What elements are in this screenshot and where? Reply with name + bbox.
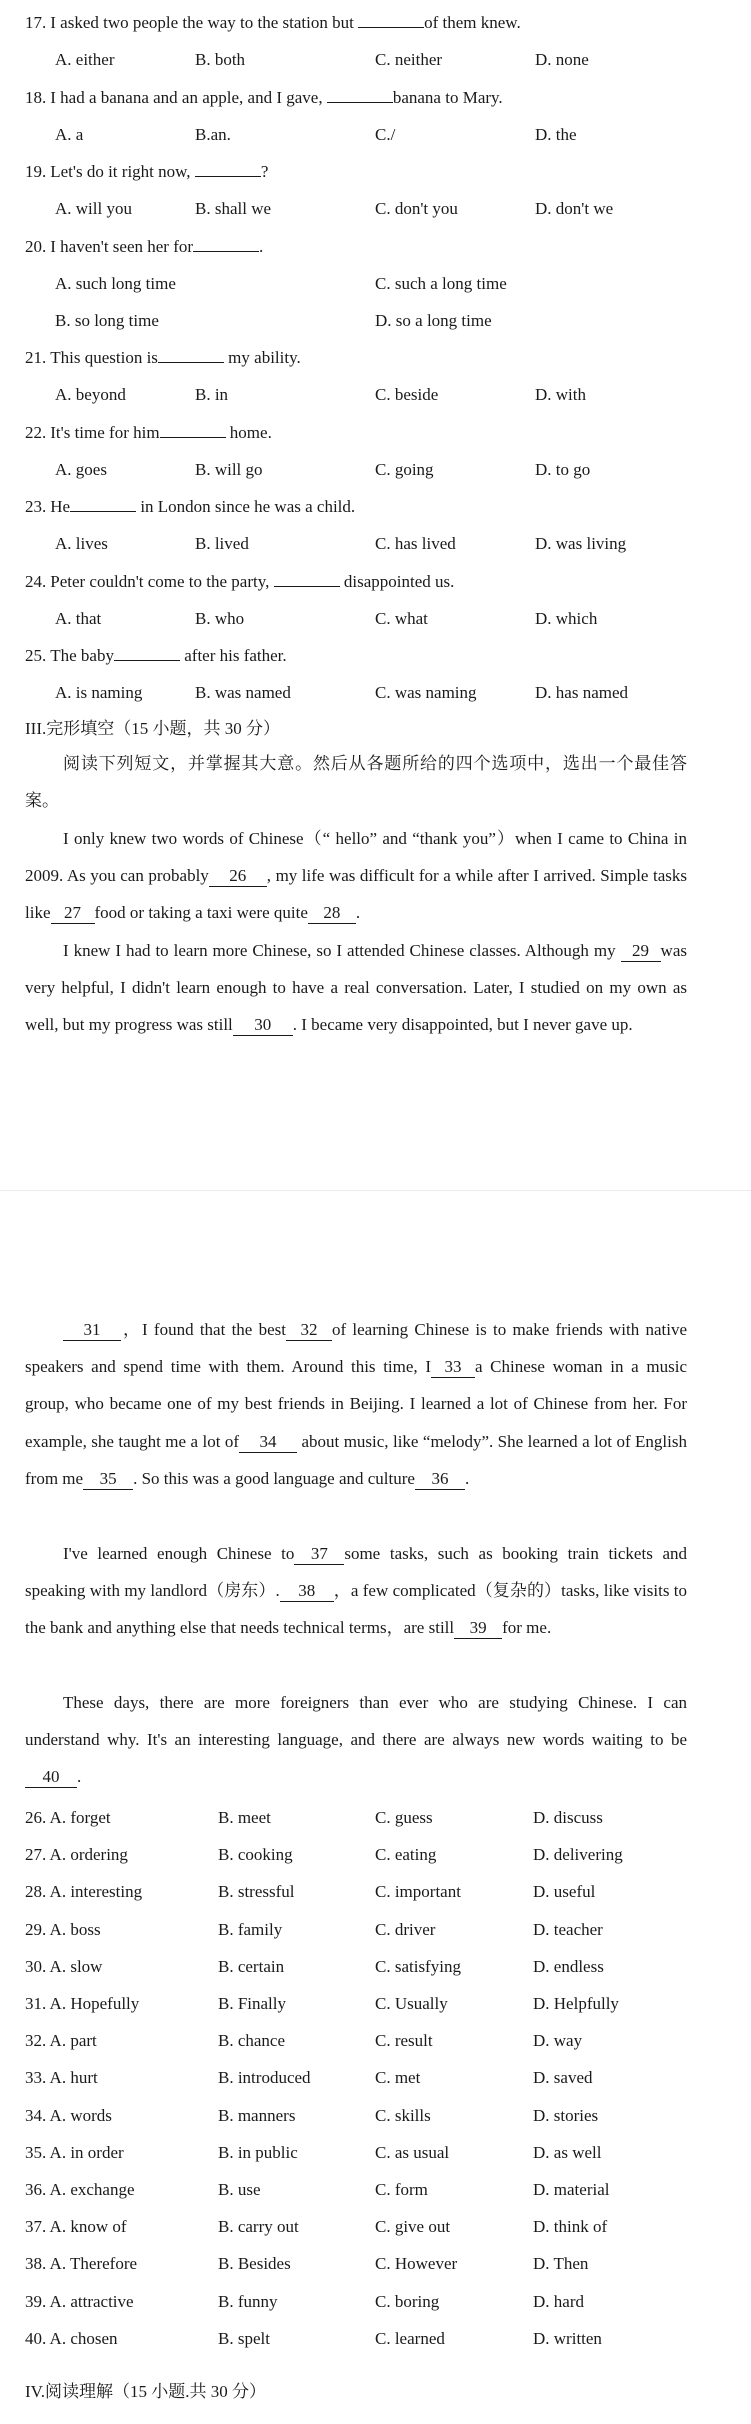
cloze-option[interactable]: 39. A. attractive — [25, 2291, 134, 2311]
blank-35[interactable]: 35 — [83, 1469, 133, 1490]
cloze-option[interactable]: 33. A. hurt — [25, 2068, 98, 2088]
question-text: He — [50, 497, 71, 516]
options-row — [0, 273, 751, 295]
answer-blank[interactable] — [160, 437, 226, 438]
cloze-paragraph-4: I've learned enough Chinese to 37 some tasks, such as booking train tickets and speaking with my landlord（房东）. 38 ，a few complicated（复杂的）tasks, like visits to the bank and anything else that needs technical terms，are still 39 for me. — [25, 1544, 688, 1638]
cloze-option[interactable]: C. learned — [375, 2328, 445, 2348]
cloze-option[interactable]: B. family — [218, 1919, 283, 1939]
cloze-option-row — [0, 1881, 751, 1903]
question-text: my ability. — [223, 348, 301, 367]
cloze-option[interactable]: B. meet — [218, 1808, 271, 1827]
answer-blank[interactable] — [358, 27, 424, 28]
answer-option[interactable]: D. to go — [535, 459, 591, 479]
exam-page-1 — [0, 0, 751, 1190]
options-row — [0, 384, 751, 406]
options-row — [0, 533, 751, 555]
cloze-option[interactable]: 28. A. interesting — [25, 1882, 143, 1902]
cloze-instruction: 阅读下列短文，并掌握其大意。然后从各题所给的四个选项中，选出一个最佳答案。 — [25, 754, 687, 811]
cloze-option[interactable]: C. guess — [375, 1808, 433, 1827]
cloze-option[interactable]: B. chance — [218, 2031, 286, 2051]
answer-option[interactable]: D. so a long time — [375, 310, 492, 330]
blank-27[interactable]: 27 — [51, 903, 95, 924]
blank-28[interactable]: 28 — [308, 903, 356, 924]
answer-option[interactable]: D. was living — [535, 534, 627, 553]
cloze-option[interactable]: D. delivering — [533, 1845, 623, 1865]
cloze-option[interactable]: B. Besides — [218, 2254, 291, 2274]
cloze-option[interactable]: 34. A. words — [25, 2105, 112, 2125]
question-stem — [25, 236, 263, 258]
question-text: ? — [260, 162, 269, 181]
cloze-option[interactable]: 27. A. ordering — [25, 1845, 128, 1865]
cloze-option[interactable]: C. as usual — [375, 2142, 450, 2162]
cloze-option[interactable]: 31. A. Hopefully — [25, 1994, 140, 2013]
question-number: 17. — [25, 13, 47, 32]
cloze-option[interactable]: 32. A. part — [25, 2031, 97, 2051]
question-number: 21. — [25, 348, 47, 367]
cloze-option[interactable]: D. think of — [533, 2217, 608, 2237]
cloze-option[interactable]: D. teacher — [533, 1919, 603, 1939]
cloze-option[interactable]: 26. A. forget — [25, 1808, 111, 1827]
answer-option[interactable]: C. such a long time — [375, 273, 507, 293]
cloze-option[interactable]: C. Usually — [375, 1994, 448, 2013]
cloze-option[interactable]: B. carry out — [218, 2217, 299, 2237]
answer-blank[interactable] — [327, 102, 393, 103]
cloze-option[interactable]: C. met — [375, 2068, 421, 2088]
cloze-option[interactable]: B. cooking — [218, 1845, 293, 1865]
cloze-option[interactable]: B. Finally — [218, 1994, 287, 2013]
answer-option[interactable]: B. both — [195, 50, 246, 69]
cloze-option[interactable]: D. useful — [533, 1882, 596, 1902]
cloze-option[interactable]: B. in public — [218, 2142, 298, 2162]
question-stem — [25, 496, 355, 518]
question-text: . — [259, 236, 264, 256]
question-text: disappointed us. — [339, 571, 455, 591]
question-stem — [25, 571, 454, 593]
question-number: 22. — [25, 422, 47, 442]
blank-31[interactable]: 31 — [63, 1320, 121, 1341]
cloze-option[interactable]: C. driver — [375, 1919, 436, 1939]
cloze-option[interactable]: 38. A. Therefore — [25, 2254, 138, 2274]
answer-option[interactable]: A. goes — [55, 459, 107, 479]
options-row — [0, 310, 751, 332]
cloze-option-row — [0, 1844, 751, 1866]
cloze-option[interactable]: D. saved — [533, 2068, 593, 2088]
answer-option[interactable]: B. was named — [195, 683, 291, 702]
options-row — [0, 608, 751, 630]
question-text: of them knew. — [424, 13, 521, 32]
question-stem — [25, 422, 272, 444]
cloze-option[interactable]: 35. A. in order — [25, 2142, 124, 2162]
answer-blank[interactable] — [70, 511, 136, 512]
answer-option[interactable]: A. such long time — [55, 273, 176, 293]
question-text: in London since he was a child. — [136, 497, 356, 516]
cloze-paragraph-3: 31 ，I found that the best 32 of learning Chinese is to make friends with native speakers and spend time with them. Around this time, I 33 a Chinese woman in a music group, who became one of my best friends in Beijing. I learned a lot of Chinese from her. For example, she taught me a lot of 34 about music, like “melody”. She learned a lot of English from me 35 . So this was a good language and culture 36 . — [25, 1320, 687, 1488]
answer-option[interactable]: B. will go — [195, 459, 263, 479]
cloze-option-row — [0, 2179, 751, 2201]
answer-blank[interactable] — [193, 251, 259, 252]
answer-blank[interactable] — [158, 362, 224, 363]
question-stem — [25, 347, 301, 369]
cloze-option[interactable]: C. skills — [375, 2105, 431, 2125]
answer-option[interactable]: C. don't you — [375, 199, 458, 218]
question-text: I asked two people the way to the station but — [50, 13, 359, 32]
blank-38[interactable]: 38 — [280, 1581, 334, 1602]
question-text: Peter couldn't come to the party, — [50, 571, 274, 591]
question-number: 25. — [25, 646, 47, 665]
question-text: I had a banana and an apple, and I gave, — [50, 87, 327, 107]
question-text: I haven't seen her for — [50, 236, 194, 256]
options-row — [0, 124, 751, 146]
options-row — [0, 198, 751, 220]
cloze-option[interactable]: B. stressful — [218, 1882, 295, 1902]
question-number: 24. — [25, 571, 47, 591]
question-stem — [25, 645, 287, 667]
answer-option[interactable]: C. neither — [375, 50, 443, 69]
answer-option[interactable]: A. a — [55, 124, 84, 144]
cloze-option[interactable]: B. funny — [218, 2291, 278, 2311]
answer-option[interactable]: A. will you — [55, 199, 132, 218]
question-text: banana to Mary. — [392, 87, 503, 107]
answer-option[interactable]: C. has lived — [375, 534, 456, 553]
cloze-option-row — [0, 2253, 751, 2275]
cloze-paragraph-2: I knew I had to learn more Chinese, so I attended Chinese classes. Although my 29 was very helpful, I didn't learn enough to have a real conversation. Later, I studied on my own as well, but my progress was still 30 . I became very disappointed, but I never gave up. — [25, 941, 687, 1035]
answer-option[interactable]: D. which — [535, 608, 598, 628]
cloze-option-row — [0, 2067, 751, 2089]
cloze-option-row — [0, 1956, 751, 1978]
cloze-option[interactable]: D. stories — [533, 2105, 599, 2125]
question-text: This question is — [50, 348, 158, 367]
cloze-option[interactable]: 30. A. slow — [25, 1956, 103, 1976]
blank-29[interactable]: 29 — [621, 941, 661, 962]
question-stem — [25, 12, 521, 34]
answer-option[interactable]: A. either — [55, 50, 115, 69]
cloze-option-row — [0, 2142, 751, 2164]
cloze-option-row — [0, 1993, 751, 2015]
question-number: 18. — [25, 87, 47, 107]
cloze-option[interactable]: C. form — [375, 2180, 428, 2199]
cloze-option[interactable]: D. Then — [533, 2254, 589, 2274]
cloze-option[interactable]: 29. A. boss — [25, 1919, 101, 1939]
answer-option[interactable]: C. was naming — [375, 683, 477, 702]
cloze-paragraph-1: I only knew two words of Chinese（“ hello” and “thank you”）when I came to China in 2009. As you can probably 26 , my life was difficult for a while after I arrived. Simple tasks like 27 food or taking a taxi were quite 28 . — [25, 829, 687, 923]
answer-option[interactable]: D. don't we — [535, 199, 614, 218]
cloze-option[interactable]: D. material — [533, 2180, 610, 2199]
cloze-option-row — [0, 1807, 751, 1829]
cloze-option-row — [0, 2030, 751, 2052]
cloze-option[interactable]: 40. A. chosen — [25, 2328, 118, 2348]
cloze-paragraph-5: These days, there are more foreigners than ever who are studying Chinese. I can understand why. It's an interesting language, and there are always new words waiting to be40 . — [25, 1693, 687, 1787]
answer-option[interactable]: B. so long time — [55, 310, 159, 330]
question-text: home. — [225, 422, 272, 442]
options-row — [0, 459, 751, 481]
question-text: It's time for him — [50, 422, 160, 442]
cloze-option[interactable]: B. certain — [218, 1956, 285, 1976]
blank-30[interactable]: 30 — [233, 1015, 293, 1036]
cloze-option[interactable]: D. Helpfully — [533, 1994, 619, 2013]
question-text: The baby — [50, 646, 114, 665]
options-row — [0, 49, 751, 71]
question-number: 19. — [25, 162, 47, 181]
cloze-option[interactable]: B. spelt — [218, 2328, 270, 2348]
cloze-option[interactable]: D. as well — [533, 2142, 602, 2162]
answer-option[interactable]: B. who — [195, 608, 245, 628]
cloze-option[interactable]: B. use — [218, 2180, 261, 2199]
cloze-option[interactable]: C. give out — [375, 2217, 451, 2237]
answer-option[interactable]: B.an. — [195, 124, 231, 144]
cloze-option[interactable]: 36. A. exchange — [25, 2180, 135, 2199]
answer-option[interactable]: D. has named — [535, 683, 629, 702]
question-number: 20. — [25, 236, 47, 256]
answer-option[interactable]: A. lives — [55, 534, 108, 553]
cloze-option[interactable]: C. eating — [375, 1845, 437, 1865]
answer-option[interactable]: D. the — [535, 124, 577, 144]
answer-blank[interactable] — [195, 176, 261, 177]
answer-option[interactable]: C./ — [375, 124, 396, 144]
cloze-option-row — [0, 1919, 751, 1941]
cloze-option-row — [0, 2328, 751, 2350]
question-stem — [25, 87, 503, 109]
answer-blank[interactable] — [274, 586, 340, 587]
answer-blank[interactable] — [114, 660, 180, 661]
answer-option[interactable]: C. what — [375, 608, 428, 628]
question-text: after his father. — [179, 646, 287, 665]
cloze-option[interactable]: D. hard — [533, 2291, 584, 2311]
answer-option[interactable]: C. beside — [375, 385, 439, 404]
exam-page-2 — [0, 1190, 751, 2424]
answer-option[interactable]: A. beyond — [55, 385, 126, 404]
blank-32[interactable]: 32 — [286, 1320, 332, 1341]
cloze-option[interactable]: D. endless — [533, 1956, 604, 1976]
blank-39[interactable]: 39 — [454, 1618, 502, 1639]
blank-34[interactable]: 34 — [239, 1432, 297, 1453]
question-text: Let's do it right now, — [50, 162, 195, 181]
cloze-option[interactable]: B. introduced — [218, 2068, 311, 2088]
cloze-option[interactable]: D. discuss — [533, 1808, 603, 1827]
reading-section-title: IV.阅读理解（15 小题.共 30 分） — [25, 2382, 266, 2401]
answer-option[interactable]: B. lived — [195, 534, 249, 553]
question-number: 23. — [25, 497, 47, 516]
cloze-option-row — [0, 2105, 751, 2127]
answer-option[interactable]: A. is naming — [55, 683, 143, 702]
answer-option[interactable]: D. none — [535, 50, 589, 69]
answer-option[interactable]: D. with — [535, 385, 586, 404]
cloze-option-row — [0, 2216, 751, 2238]
blank-40[interactable]: 40 — [25, 1767, 77, 1788]
cloze-section-title: III.完形填空（15 小题，共 30 分） — [25, 719, 280, 738]
cloze-option-row — [0, 2291, 751, 2313]
answer-option[interactable]: B. in — [195, 385, 229, 404]
cloze-option[interactable]: C. result — [375, 2031, 433, 2051]
cloze-option[interactable]: C. satisfying — [375, 1956, 461, 1976]
cloze-option[interactable]: C. important — [375, 1882, 461, 1902]
blank-36[interactable]: 36 — [415, 1469, 465, 1490]
answer-option[interactable]: A. that — [55, 608, 102, 628]
blank-37[interactable]: 37 — [294, 1544, 344, 1565]
blank-26[interactable]: 26 — [209, 866, 267, 887]
cloze-option[interactable]: C. However — [375, 2254, 458, 2274]
cloze-option[interactable]: B. manners — [218, 2105, 296, 2125]
answer-option[interactable]: B. shall we — [195, 199, 272, 218]
question-stem — [25, 161, 268, 183]
blank-33[interactable]: 33 — [431, 1357, 475, 1378]
cloze-option[interactable]: C. boring — [375, 2291, 440, 2311]
cloze-option[interactable]: D. written — [533, 2328, 602, 2348]
cloze-option[interactable]: D. way — [533, 2031, 583, 2051]
options-row — [0, 682, 751, 704]
cloze-option[interactable]: 37. A. know of — [25, 2217, 127, 2237]
answer-option[interactable]: C. going — [375, 459, 434, 479]
